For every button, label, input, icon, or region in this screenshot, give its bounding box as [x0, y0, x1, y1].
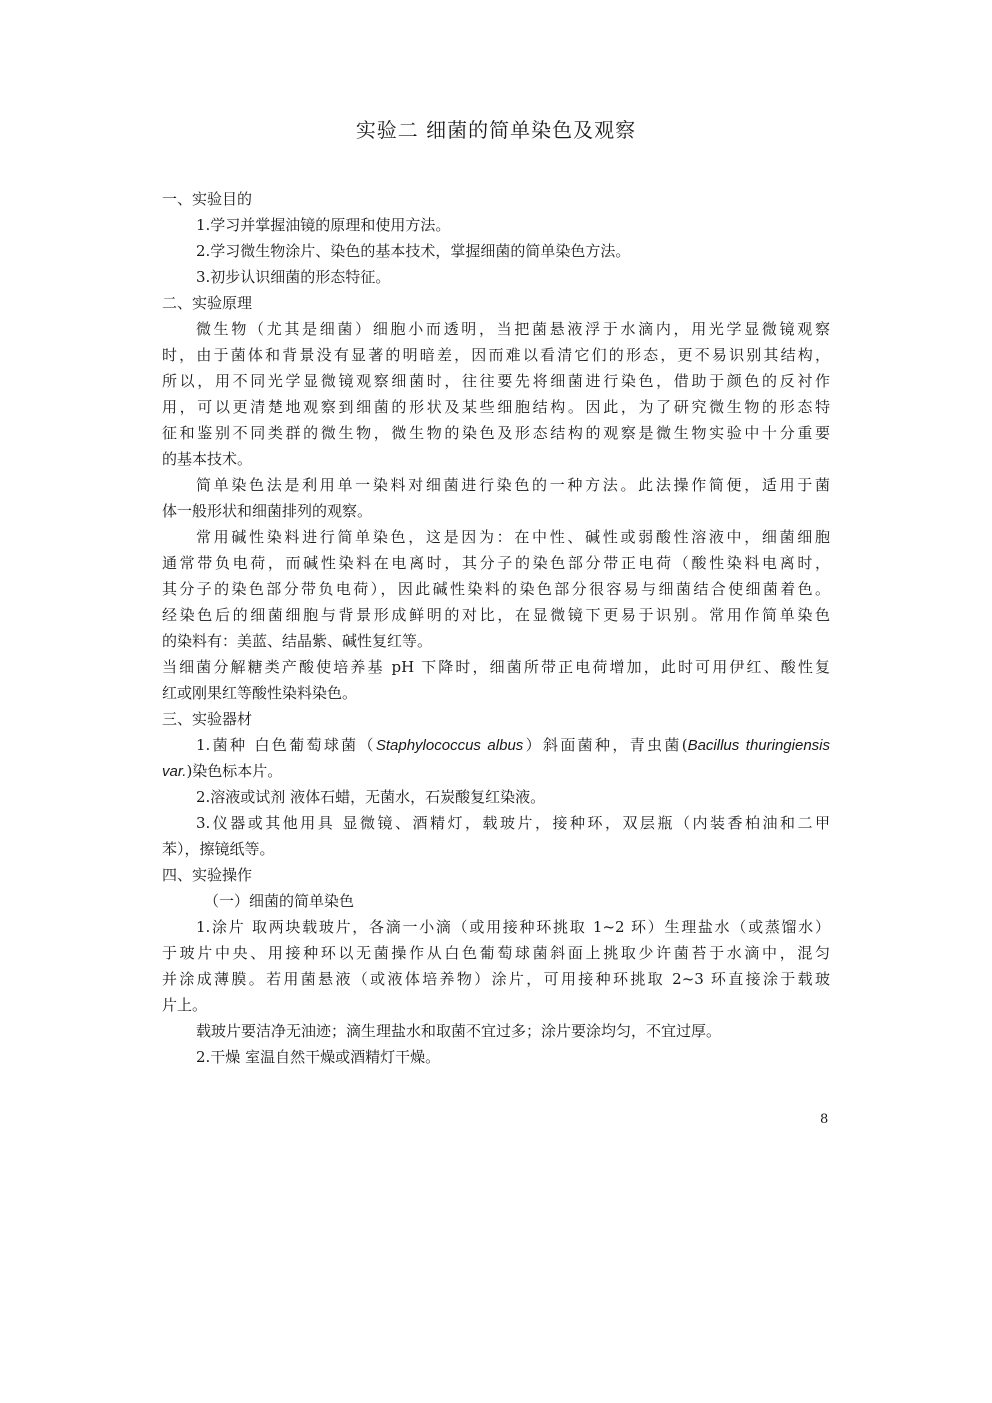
text-line: 其分子的染色部分带负电荷），因此碱性染料的染色部分很容易与细菌结合使细菌着色。 — [162, 580, 830, 598]
text-line: 三、实验器材 — [162, 710, 253, 728]
text-line: 常用碱性染料进行简单染色，这是因为：在中性、碱性或弱酸性溶液中，细菌细胞 — [196, 528, 830, 546]
text-line: 二、实验原理 — [162, 294, 253, 312]
text-line: 并涂成薄膜。若用菌悬液（或液体培养物）涂片，可用接种环挑取 2~3 环直接涂于载玻 — [162, 970, 830, 988]
text-line: 2.溶液或试剂 液体石蜡，无菌水，石炭酸复红染液。 — [196, 788, 546, 806]
text-line: 苯），擦镜纸等。 — [162, 840, 275, 858]
latin-name: Staphylococcus albus — [375, 737, 524, 754]
text-line: 一、实验目的 — [162, 190, 253, 208]
text-line: 时，由于菌体和背景没有显著的明暗差，因而难以看清它们的形态，更不易识别其结构， — [162, 346, 830, 364]
text-line: 所以，用不同光学显微镜观察细菌时，往往要先将细菌进行染色，借助于颜色的反衬作 — [162, 372, 830, 390]
text-line: 简单染色法是利用单一染料对细菌进行染色的一种方法。此法操作简便，适用于菌 — [196, 476, 830, 494]
text-line: 2.学习微生物涂片、染色的基本技术，掌握细菌的简单染色方法。 — [196, 242, 631, 260]
text-line: 经染色后的细菌细胞与背景形成鲜明的对比，在显微镜下更易于识别。常用作简单染色 — [162, 606, 830, 624]
text-line: 3.仪器或其他用具 显微镜、酒精灯，载玻片，接种环，双层瓶（内装香柏油和二甲 — [196, 814, 830, 832]
text-line: 通常带负电荷，而碱性染料在电离时，其分子的染色部分带正电荷（酸性染料电离时， — [162, 554, 830, 572]
page-title: 实验二 细菌的简单染色及观察 — [355, 118, 637, 142]
text-line: 3.初步认识细菌的形态特征。 — [196, 268, 391, 286]
text-span: ）斜面菌种，青虫菌( — [523, 736, 688, 754]
text-line — [162, 732, 830, 758]
text-line: 于玻片中央、用接种环以无菌操作从白色葡萄球菌斜面上挑取少许菌苔于水滴中，混匀 — [162, 944, 830, 962]
text-line: 征和鉴别不同类群的微生物，微生物的染色及形态结构的观察是微生物实验中十分重要 — [162, 424, 830, 442]
text-line: （一）细菌的简单染色 — [204, 892, 355, 910]
text-line: 四、实验操作 — [162, 866, 253, 884]
text-line: 的基本技术。 — [162, 450, 253, 468]
text-line: 的染料有：美蓝、结晶紫、碱性复红等。 — [162, 632, 433, 650]
text-span: )染色标本片。 — [186, 762, 283, 780]
text-line: 2.干燥 室温自然干燥或酒精灯干燥。 — [196, 1048, 441, 1066]
text-line: 用，可以更清楚地观察到细菌的形状及某些细胞结构。因此，为了研究微生物的形态特 — [162, 398, 830, 416]
text-line: 当细菌分解糖类产酸使培养基 pH 下降时，细菌所带正电荷增加，此时可用伊红、酸性复 — [162, 658, 830, 676]
text-line: 微生物（尤其是细菌）细胞小而透明，当把菌悬液浮于水滴内，用光学显微镜观察 — [196, 320, 830, 338]
text-line: 1.学习并掌握油镜的原理和使用方法。 — [196, 216, 451, 234]
text-line: 体一般形状和细菌排列的观察。 — [162, 502, 373, 520]
latin-name: Bacillus thuringiensis — [687, 737, 830, 754]
document-body — [162, 186, 830, 1070]
text-line: 片上。 — [162, 996, 208, 1014]
text-line — [162, 758, 830, 784]
text-span: 1.菌种 白色葡萄球菌（ — [196, 736, 376, 754]
text-line: 1.涂片 取两块载玻片，各滴一小滴（或用接种环挑取 1~2 环）生理盐水（或蒸馏水） — [196, 918, 830, 936]
text-line: 红或刚果红等酸性染料染色。 — [162, 684, 358, 702]
text-line: 载玻片要洁净无油迹；滴生理盐水和取菌不宜过多；涂片要涂均匀，不宜过厚。 — [196, 1022, 722, 1040]
latin-name: var. — [162, 763, 187, 780]
page-number: 8 — [820, 1112, 829, 1127]
